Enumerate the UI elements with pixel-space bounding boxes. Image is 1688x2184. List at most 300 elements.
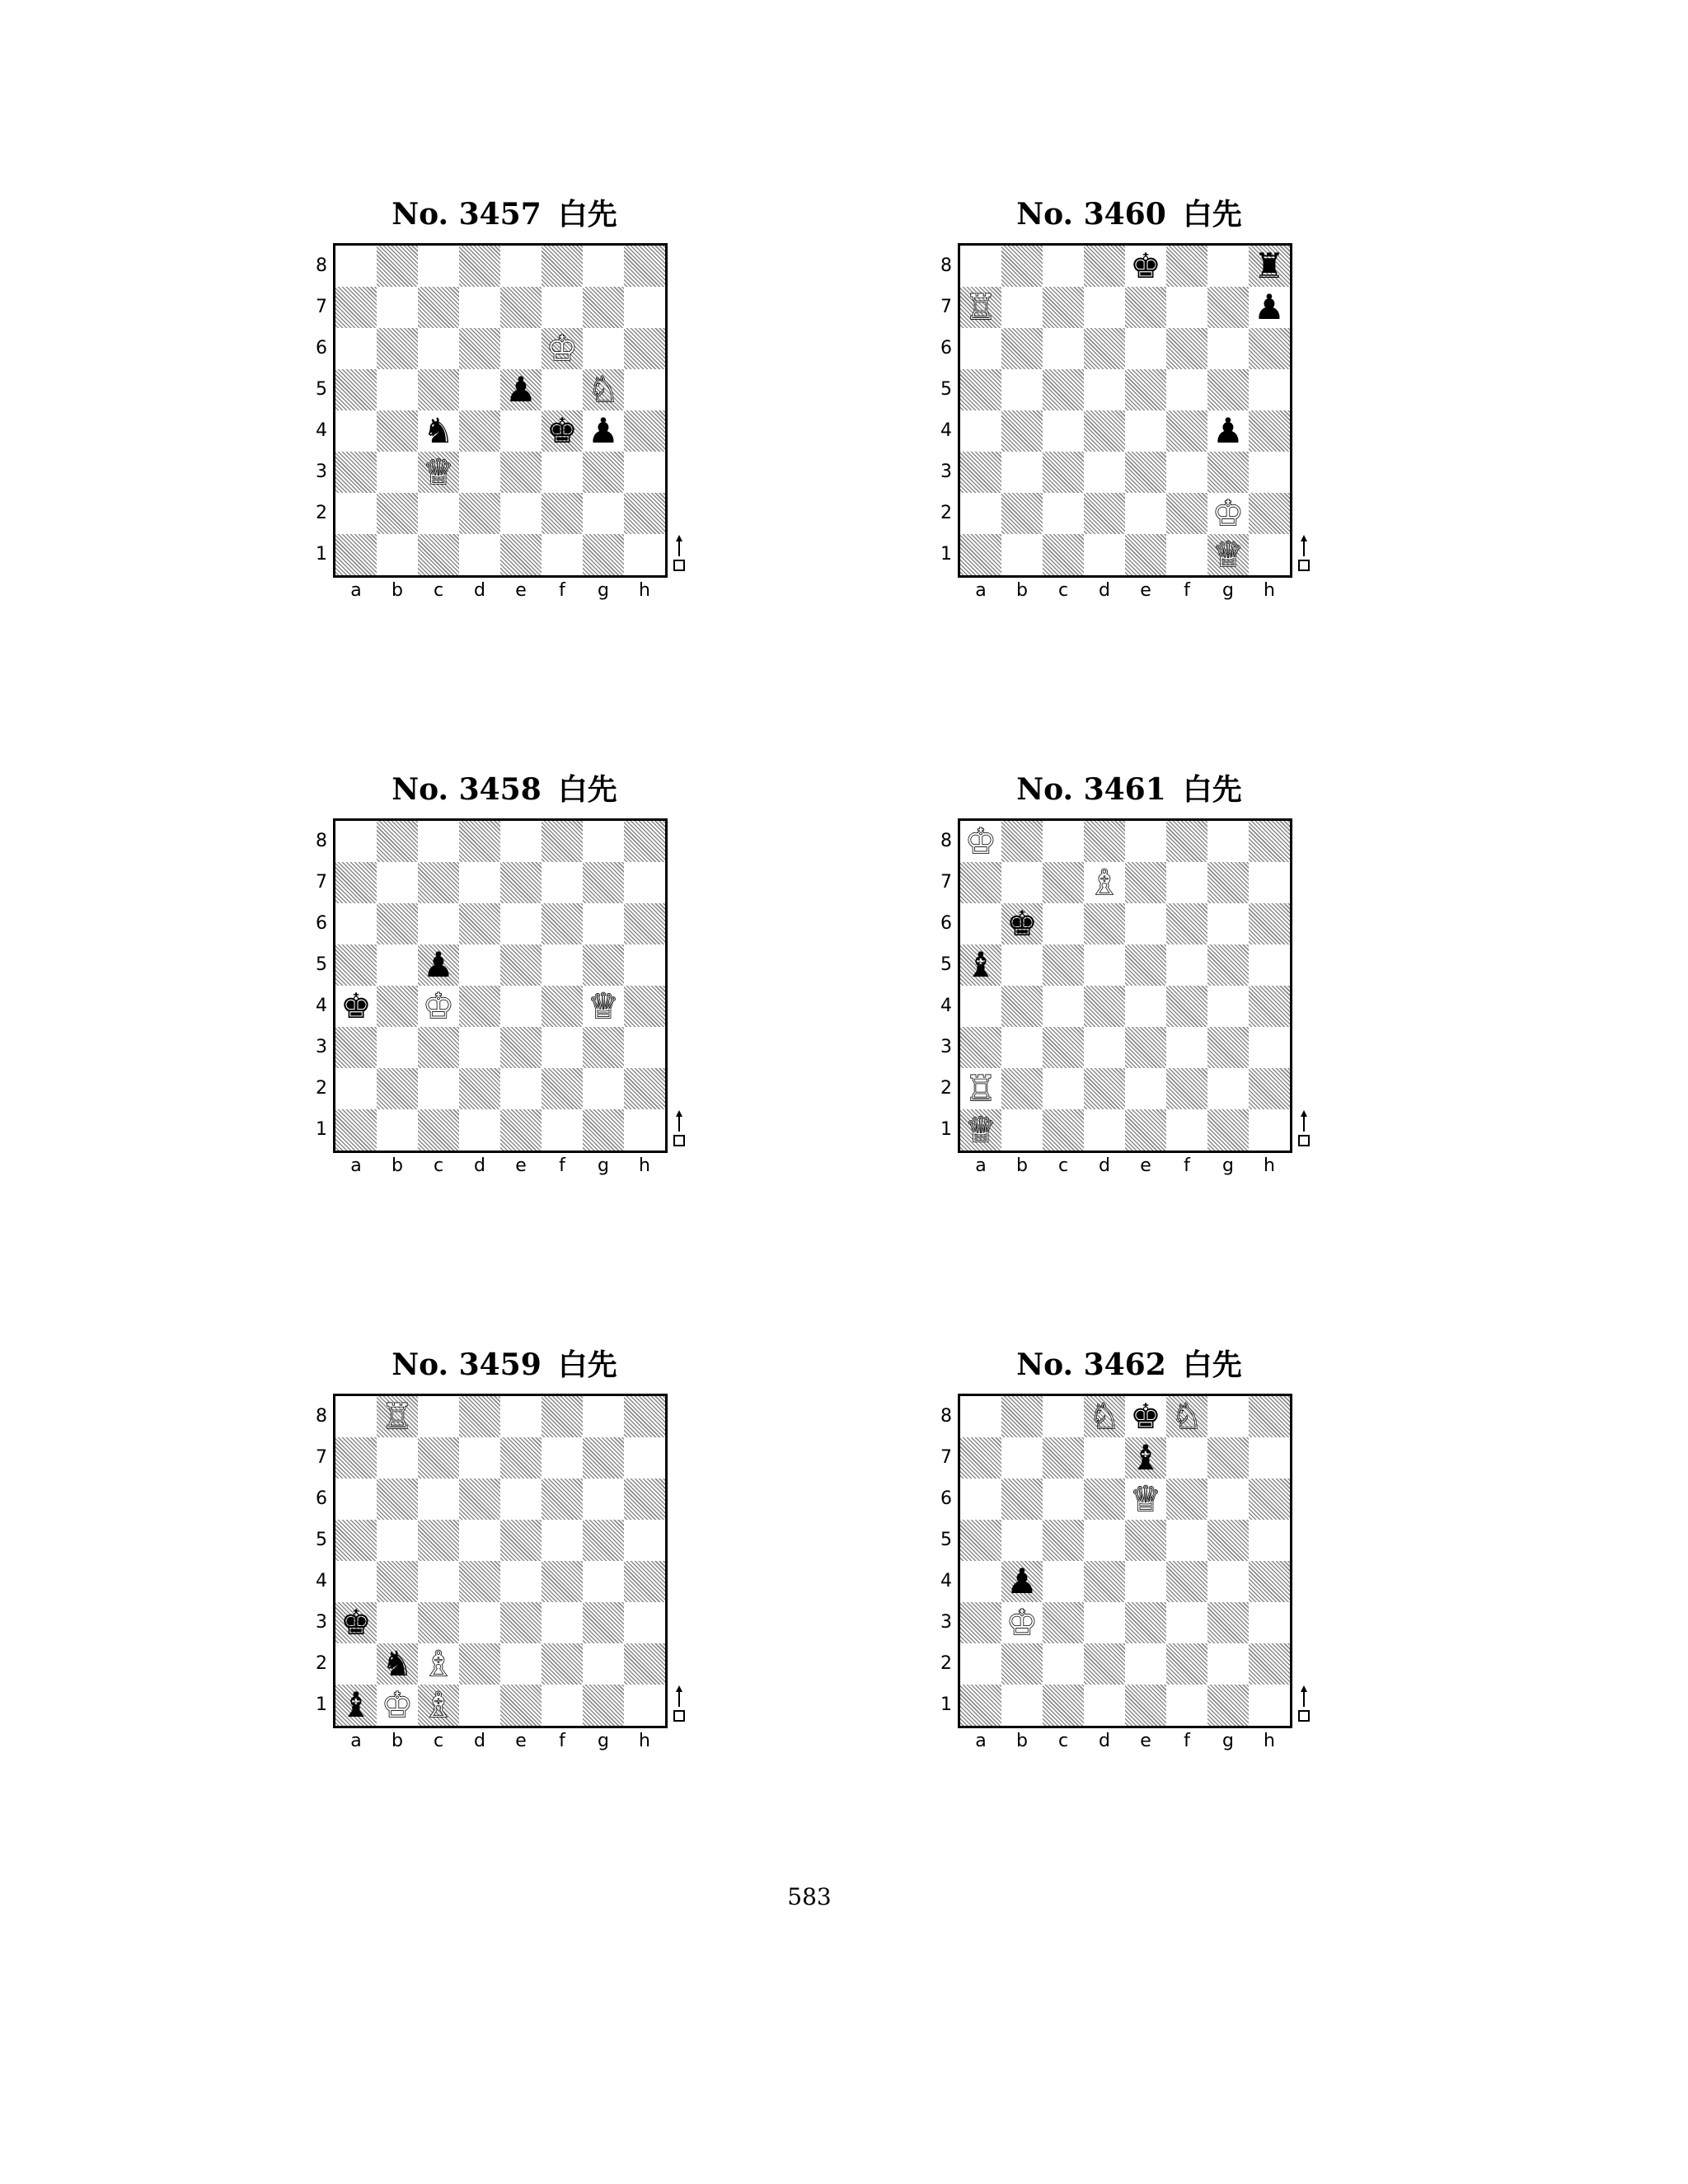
chess-board [333,1394,668,1728]
white-king-icon: ♔ [423,986,454,1026]
square-f7 [1166,862,1207,903]
square-e8 [1125,246,1166,287]
square-c8 [1043,246,1084,287]
square-d8 [459,1396,500,1437]
square-a3 [960,452,1001,493]
square-a6 [335,328,377,369]
square-g3 [583,452,624,493]
square-e8 [1125,1396,1166,1437]
square-a5 [960,944,1001,986]
square-d2 [1084,493,1125,534]
square-a1 [960,1109,1001,1151]
square-c8 [1043,821,1084,862]
file-label: d [1099,1155,1110,1176]
white-to-move-icon [1296,1108,1312,1150]
white-bishop-icon: ♗ [1089,862,1120,902]
square-b6 [377,1479,418,1520]
square-f4 [1166,1561,1207,1602]
white-bishop-icon: ♗ [423,1685,454,1725]
square-b5 [1001,1520,1043,1561]
square-d1 [459,1109,500,1151]
page-number: 583 [787,1883,832,1910]
square-e6 [500,1479,542,1520]
square-h6 [624,328,665,369]
square-a2 [335,1643,377,1685]
square-f3 [1166,1602,1207,1643]
rank-label: 5 [316,1530,327,1550]
chess-puzzle [923,194,1335,655]
square-a2 [960,493,1001,534]
black-pawn-icon: ♟ [505,369,537,410]
square-f3 [1166,1027,1207,1068]
square-h6 [1249,903,1290,944]
square-c4 [418,986,459,1027]
puzzle-title [923,769,1335,811]
white-king-icon: ♔ [965,821,996,861]
square-h4 [1249,410,1290,452]
side-to-move-label: 白先 [1182,773,1242,807]
file-label: e [1140,1731,1151,1751]
chess-puzzle [298,194,710,655]
file-label: e [515,1731,527,1751]
square-c3 [1043,1602,1084,1643]
white-queen-icon: ♕ [965,1109,996,1150]
square-a7 [960,1437,1001,1479]
square-b8 [1001,821,1043,862]
square-f2 [542,1643,583,1685]
rank-label: 2 [316,1653,327,1674]
file-label: g [1222,1731,1234,1751]
square-h4 [1249,986,1290,1027]
square-e2 [1125,493,1166,534]
square-h2 [1249,1643,1290,1685]
square-f2 [1166,493,1207,534]
rank-label: 3 [940,1037,952,1057]
square-c2 [1043,1643,1084,1685]
square-h5 [1249,1520,1290,1561]
square-b1 [377,1685,418,1726]
square-e7 [1125,862,1166,903]
square-e1 [500,534,542,575]
square-d5 [459,369,500,410]
square-a7 [960,287,1001,328]
square-b8 [377,1396,418,1437]
file-label: b [1016,580,1028,601]
rank-label: 4 [316,1571,327,1591]
rank-label: 7 [316,297,327,317]
white-king-icon: ♔ [546,328,578,368]
square-d3 [1084,1602,1125,1643]
square-d3 [459,1027,500,1068]
square-g1 [1207,1109,1249,1151]
square-h8 [624,1396,665,1437]
square-a1 [335,534,377,575]
square-c6 [418,903,459,944]
chess-puzzle [923,769,1335,1230]
square-h5 [624,1520,665,1561]
rank-label: 4 [940,1571,952,1591]
square-g4 [1207,986,1249,1027]
square-e5 [500,369,542,410]
square-g5 [583,944,624,986]
square-e8 [500,246,542,287]
square-h5 [1249,369,1290,410]
white-rook-icon: ♖ [965,287,996,327]
square-g8 [583,1396,624,1437]
file-label: h [1264,1731,1275,1751]
white-king-icon: ♔ [1006,1602,1038,1643]
square-f4 [542,1561,583,1602]
puzzle-number: No. 3460 [1016,197,1166,232]
square-f2 [1166,1068,1207,1109]
square-a3 [335,1027,377,1068]
rank-label: 2 [940,1078,952,1099]
square-a8 [335,246,377,287]
square-b8 [377,246,418,287]
file-label: f [559,1155,565,1176]
square-f3 [542,1602,583,1643]
file-label: d [1099,580,1110,601]
square-d1 [1084,1685,1125,1726]
square-h3 [624,1602,665,1643]
square-g3 [1207,452,1249,493]
square-e1 [1125,1685,1166,1726]
file-label: a [350,1731,362,1751]
square-g5 [1207,944,1249,986]
chess-board [958,818,1292,1153]
square-c2 [418,493,459,534]
white-to-move-icon [1296,533,1312,574]
white-to-move-icon [1296,1684,1312,1725]
black-pawn-icon: ♟ [1006,1561,1038,1601]
square-c2 [1043,493,1084,534]
rank-label: 5 [940,379,952,400]
black-knight-icon: ♞ [382,1643,413,1684]
square-f4 [542,410,583,452]
side-to-move-label: 白先 [557,198,617,232]
rank-label: 1 [940,544,952,565]
square-d7 [1084,287,1125,328]
chess-puzzle [923,1344,1335,1806]
square-d4 [459,410,500,452]
square-b8 [1001,246,1043,287]
chess-puzzle [298,769,710,1230]
square-d8 [1084,1396,1125,1437]
square-b5 [1001,369,1043,410]
rank-label: 5 [316,379,327,400]
square-e2 [500,493,542,534]
square-e2 [1125,1068,1166,1109]
square-c7 [418,862,459,903]
square-c7 [1043,1437,1084,1479]
square-d8 [459,246,500,287]
square-a1 [335,1109,377,1151]
square-g8 [1207,246,1249,287]
square-b7 [1001,1437,1043,1479]
square-a5 [960,369,1001,410]
square-h7 [1249,862,1290,903]
white-queen-icon: ♕ [1212,534,1244,574]
square-c6 [1043,903,1084,944]
square-h1 [624,1685,665,1726]
square-c1 [418,1109,459,1151]
square-c4 [1043,410,1084,452]
file-label: h [639,580,650,601]
square-d5 [459,1520,500,1561]
square-d7 [1084,1437,1125,1479]
file-label: c [433,580,444,601]
square-a1 [960,1685,1001,1726]
square-c5 [418,944,459,986]
square-b4 [377,410,418,452]
file-label: b [1016,1155,1028,1176]
square-f6 [1166,903,1207,944]
square-b4 [377,986,418,1027]
square-h6 [624,903,665,944]
square-h8 [624,246,665,287]
black-pawn-icon: ♟ [1254,287,1285,327]
square-a4 [960,1561,1001,1602]
square-h2 [624,1643,665,1685]
rank-label: 8 [316,255,327,276]
file-label: b [392,580,403,601]
square-g1 [583,534,624,575]
square-f6 [1166,328,1207,369]
square-b1 [1001,1685,1043,1726]
square-a2 [335,1068,377,1109]
square-a6 [960,1479,1001,1520]
square-h7 [624,1437,665,1479]
square-d2 [459,1068,500,1109]
square-h1 [624,1109,665,1151]
square-h1 [624,534,665,575]
square-g1 [1207,1685,1249,1726]
square-h3 [624,1027,665,1068]
square-d5 [1084,1520,1125,1561]
rank-label: 5 [940,1530,952,1550]
square-h4 [624,1561,665,1602]
rank-label: 8 [940,1406,952,1427]
file-label: f [1184,580,1190,601]
square-b5 [377,1520,418,1561]
square-h6 [624,1479,665,1520]
file-label: e [515,1155,527,1176]
square-b4 [377,1561,418,1602]
square-f3 [542,452,583,493]
square-c4 [1043,986,1084,1027]
black-bishop-icon: ♝ [965,944,996,985]
white-knight-icon: ♘ [1089,1396,1120,1436]
square-b3 [1001,452,1043,493]
puzzle-number: No. 3458 [392,772,542,807]
rank-label: 2 [316,1078,327,1099]
file-label: a [975,1731,987,1751]
square-e5 [500,1520,542,1561]
square-d8 [1084,246,1125,287]
square-b2 [377,1068,418,1109]
square-h8 [1249,1396,1290,1437]
square-e8 [500,821,542,862]
square-d1 [1084,534,1125,575]
square-a8 [960,821,1001,862]
square-d4 [1084,986,1125,1027]
square-e4 [500,1561,542,1602]
square-d5 [1084,944,1125,986]
square-e4 [500,986,542,1027]
square-f8 [1166,1396,1207,1437]
square-f3 [1166,452,1207,493]
square-c3 [418,1027,459,1068]
square-d3 [459,452,500,493]
rank-label: 1 [940,1694,952,1715]
square-g3 [583,1027,624,1068]
file-label: h [639,1155,650,1176]
square-g8 [1207,821,1249,862]
square-e4 [1125,986,1166,1027]
square-h3 [1249,1602,1290,1643]
black-pawn-icon: ♟ [423,944,454,985]
square-b1 [377,1109,418,1151]
square-g1 [1207,534,1249,575]
square-a7 [960,862,1001,903]
square-c2 [418,1643,459,1685]
black-king-icon: ♚ [340,1602,372,1643]
square-d8 [1084,821,1125,862]
black-king-icon: ♚ [546,410,578,451]
file-label: c [433,1155,444,1176]
square-g2 [1207,493,1249,534]
rank-label: 3 [940,1612,952,1633]
square-f5 [1166,1520,1207,1561]
square-e1 [500,1685,542,1726]
square-a1 [335,1685,377,1726]
square-h4 [624,986,665,1027]
square-e3 [1125,1027,1166,1068]
square-e7 [1125,287,1166,328]
square-g1 [583,1685,624,1726]
file-label: c [433,1731,444,1751]
square-h3 [1249,452,1290,493]
black-rook-icon: ♜ [1254,246,1285,286]
square-d4 [1084,1561,1125,1602]
square-c1 [1043,1109,1084,1151]
square-h3 [624,452,665,493]
rank-label: 1 [316,1694,327,1715]
rank-label: 2 [940,503,952,523]
square-g6 [583,328,624,369]
square-c2 [1043,1068,1084,1109]
square-g5 [583,369,624,410]
square-f8 [542,246,583,287]
square-g7 [1207,862,1249,903]
square-f7 [1166,287,1207,328]
square-e6 [1125,903,1166,944]
black-king-icon: ♚ [1130,1396,1161,1436]
square-d2 [1084,1643,1125,1685]
file-label: h [1264,580,1275,601]
file-label: e [515,580,527,601]
square-b6 [1001,903,1043,944]
square-c8 [418,246,459,287]
square-d4 [459,1561,500,1602]
white-queen-icon: ♕ [588,986,619,1026]
white-rook-icon: ♖ [382,1396,413,1436]
square-a6 [335,1479,377,1520]
square-b8 [1001,1396,1043,1437]
square-f1 [1166,534,1207,575]
square-c6 [418,1479,459,1520]
square-c1 [1043,534,1084,575]
square-f7 [1166,1437,1207,1479]
square-a1 [960,534,1001,575]
square-f8 [1166,821,1207,862]
white-king-icon: ♔ [1212,493,1244,533]
square-e3 [1125,1602,1166,1643]
square-f7 [542,1437,583,1479]
square-a3 [335,1602,377,1643]
file-label: g [598,580,609,601]
square-e1 [1125,1109,1166,1151]
square-c6 [418,328,459,369]
square-c5 [418,1520,459,1561]
square-f6 [542,328,583,369]
square-b3 [377,1602,418,1643]
square-b5 [377,944,418,986]
white-queen-icon: ♕ [423,452,454,492]
side-to-move-label: 白先 [1182,1348,1242,1382]
square-g6 [583,903,624,944]
file-label: c [1057,580,1069,601]
square-c3 [1043,1027,1084,1068]
square-d7 [459,287,500,328]
square-e5 [1125,1520,1166,1561]
square-f1 [542,1685,583,1726]
square-g4 [1207,1561,1249,1602]
square-d6 [459,1479,500,1520]
square-d6 [1084,328,1125,369]
file-label: f [1184,1155,1190,1176]
file-label: a [350,1155,362,1176]
file-label: b [392,1731,403,1751]
black-pawn-icon: ♟ [588,410,619,451]
square-h2 [1249,1068,1290,1109]
square-e7 [500,287,542,328]
square-a2 [960,1643,1001,1685]
square-h5 [624,369,665,410]
square-e1 [500,1109,542,1151]
square-d1 [1084,1109,1125,1151]
square-g5 [1207,1520,1249,1561]
square-b7 [1001,862,1043,903]
file-label: d [1099,1731,1110,1751]
white-king-icon: ♔ [382,1685,413,1725]
square-c6 [1043,328,1084,369]
square-b5 [377,369,418,410]
rank-label: 8 [316,1406,327,1427]
rank-label: 6 [316,338,327,359]
square-e7 [1125,1437,1166,1479]
rank-label: 8 [940,831,952,851]
square-f5 [1166,369,1207,410]
square-f4 [1166,410,1207,452]
square-f7 [542,862,583,903]
square-a4 [335,1561,377,1602]
puzzle-title [298,769,710,811]
black-pawn-icon: ♟ [1212,410,1244,451]
puzzle-number: No. 3459 [392,1347,542,1382]
square-f4 [542,986,583,1027]
square-g7 [1207,287,1249,328]
